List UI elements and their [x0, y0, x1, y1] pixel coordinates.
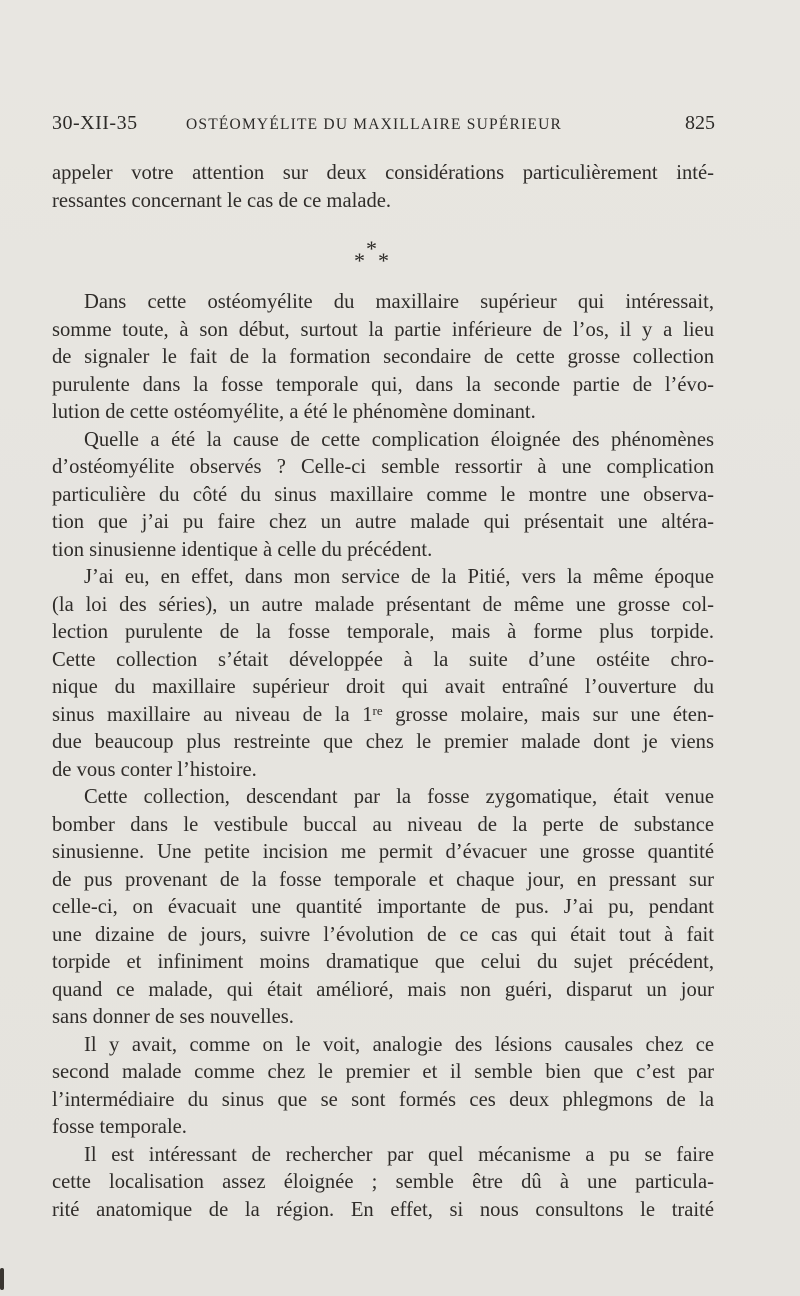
- text-line-molar: [52, 702, 714, 730]
- text-line: l’intermédiaire du sinus que se sont formés ces deux phlegmons de la: [52, 1088, 714, 1111]
- text-fragment: sinus maxillaire au niveau de la 1: [52, 703, 373, 726]
- ordinal-superscript: re: [372, 702, 383, 718]
- text-line: J’ai eu, en effet, dans mon service de la Pitié, vers la même époque: [84, 566, 714, 588]
- opening-paragraph: [52, 160, 714, 215]
- text-line: Cette collection, descendant par la fosse zygomatique, était venue: [84, 786, 714, 808]
- text-line: Dans cette ostéomyélite du maxillaire supérieur qui intéressait,: [84, 291, 714, 313]
- text-line: de signaler le fait de la formation secondaire de cette grosse collection: [52, 346, 714, 368]
- text-line: de vous conter l’histoire.: [52, 758, 257, 781]
- text-line: celle-ci, on évacuait une quantité importante de pus. J’ai pu, pendant: [52, 896, 714, 918]
- text-line: tion sinusienne identique à celle du précédent.: [52, 538, 433, 561]
- section-asterism: [352, 236, 396, 273]
- text-line: somme toute, à son début, surtout la partie inférieure de l’os, il y a lieu: [52, 318, 714, 341]
- text-line: Cette collection s’était développée à la suite d’une ostéite chro-: [52, 648, 714, 671]
- text-line: Il est intéressant de rechercher par quel mécanisme a pu se faire: [84, 1143, 714, 1166]
- text-line: fosse temporale.: [52, 1116, 187, 1138]
- text-line: lution de cette ostéomyélite, a été le phénomène dominant.: [52, 401, 536, 423]
- text-line: de pus provenant de la fosse temporale et chaque jour, en pressant sur: [52, 868, 714, 891]
- text-line: une dizaine de jours, suivre l’évolution de ce cas qui était tout à fait: [52, 923, 714, 946]
- scan-edge-mark: [0, 1268, 4, 1290]
- chapter-title: OSTÉOMYÉLITE DU MAXILLAIRE SUPÉRIEUR: [186, 116, 562, 133]
- text-line: d’ostéomyélite observés ? Celle-ci semble ressortir à une complication: [52, 456, 714, 478]
- text-line: (la loi des séries), un autre malade présentant de même une grosse col-: [52, 593, 714, 616]
- text-fragment: grosse molaire, mais sur une éten-: [382, 703, 714, 726]
- text-line: particulière du côté du sinus maxillaire comme le montre une observa-: [52, 483, 714, 506]
- text-line: due beaucoup plus restreinte que chez le premier malade dont je viens: [52, 731, 714, 753]
- text-line: purulente dans la fosse temporale qui, dans la seconde partie de l’évo-: [52, 373, 714, 396]
- text-line: sans donner de ses nouvelles.: [52, 1006, 294, 1028]
- text-line: torpide et infiniment moins dramatique que celui du sujet précédent,: [52, 951, 714, 973]
- text-line: quand ce malade, qui était amélioré, mais non guéri, disparut un jour: [52, 978, 714, 1001]
- session-date: 30-XII-35: [52, 112, 138, 134]
- text-line: sinusienne. Une petite incision me permit d’évacuer une grosse quantité: [52, 841, 714, 863]
- text-line: cette localisation assez éloignée ; semble être dû à une particula-: [52, 1171, 714, 1193]
- text-line: second malade comme chez le premier et il semble bien que c’est par: [52, 1061, 714, 1083]
- text-line: rité anatomique de la région. En effet, si nous consultons le traité: [52, 1198, 714, 1221]
- asterism-star: *: [354, 248, 365, 273]
- text-line: Quelle a été la cause de cette complication éloignée des phénomènes: [84, 428, 714, 451]
- main-text: [52, 289, 714, 1224]
- text-line: tion que j’ai pu faire chez un autre malade qui présentait une altéra-: [52, 511, 714, 533]
- text-line: Il y avait, comme on le voit, analogie des lésions causales chez ce: [84, 1033, 714, 1056]
- asterism-star: *: [366, 236, 377, 261]
- text-line: appeler votre attention sur deux considérations particulièrement inté-: [52, 162, 714, 184]
- text-line: ressantes concernant le cas de ce malade.: [52, 189, 392, 212]
- text-line: nique du maxillaire supérieur droit qui avait entraîné l’ouverture du: [52, 676, 714, 698]
- text-line: lection purulente de la fosse temporale, mais à forme plus torpide.: [52, 621, 714, 643]
- asterism-star: *: [378, 248, 389, 273]
- page-number: 825: [685, 112, 715, 134]
- text-line: bomber dans le vestibule buccal au niveau de la perte de substance: [52, 813, 714, 836]
- running-head: [52, 112, 715, 136]
